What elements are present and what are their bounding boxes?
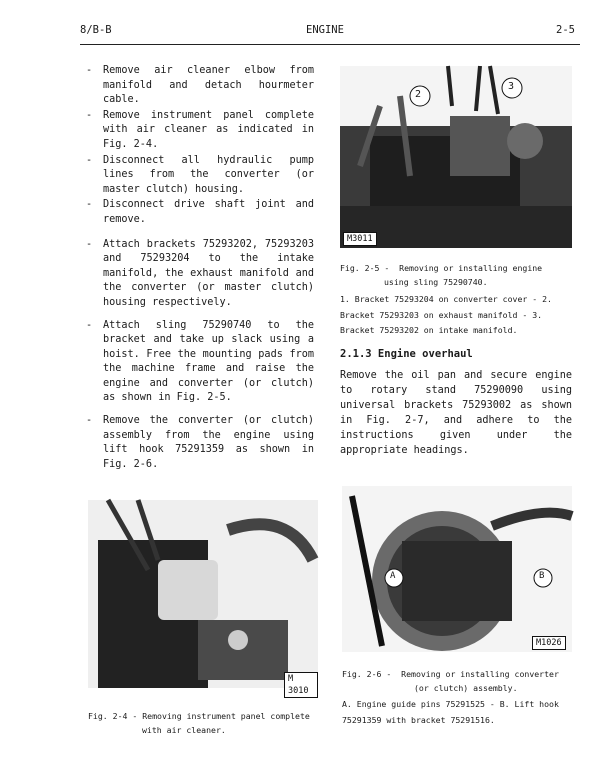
header-rule — [80, 44, 580, 45]
section-heading: 2.1.3 Engine overhaul — [340, 348, 473, 360]
fig-2-4-photo — [88, 500, 318, 696]
caption-legend: Bracket 75293203 on exhaust manifold - 3. — [340, 309, 543, 320]
engine-sling-illustration — [340, 66, 572, 248]
instruction-item: - Disconnect drive shaft joint and remove. — [86, 198, 314, 227]
caption-title: Fig. 2-6 - Removing or installing converter — [342, 669, 559, 679]
fig-2-6-photo — [342, 486, 572, 652]
caption-legend: 1. Bracket 75293204 on converter cover - 2. — [340, 294, 552, 304]
fig-2-6-tag: M1026 — [532, 636, 566, 650]
caption-legend: 75291359 with bracket 75291516. — [342, 714, 495, 725]
converter-assembly-illustration — [342, 486, 572, 652]
caption-title: Fig. 2-5 - Removing or installing engine — [340, 263, 543, 273]
fig-2-6-caption — [342, 668, 582, 727]
caption-title-cont: (or clutch) assembly. — [414, 682, 518, 693]
instruction-item: - Remove the converter (or clutch) assembly from the engine using lift hook 75291359 as shown in Fig. 2-6. — [86, 414, 314, 472]
caption-title-cont: with air cleaner. — [142, 724, 226, 735]
section-body: Remove the oil pan and secure engine to rotary stand 75290090 using universal brackets 75293002 as shown in Fig. 2-7, and adhere to the instructions given under the appropriate headings. — [340, 370, 572, 456]
callout-a: A — [390, 571, 396, 581]
callout-b: B — [539, 571, 545, 581]
fig-2-4-tag: M 3010 — [284, 672, 318, 698]
callout-3: 3 — [508, 81, 515, 92]
instruction-item: - Remove air cleaner elbow from manifold and detach hourmeter cable. — [86, 64, 314, 108]
instruction-item: - Remove instrument panel complete with air cleaner as indicated in Fig. 2-4. — [86, 109, 314, 153]
instruction-item: - Attach sling 75290740 to the bracket and take up slack using a hoist. Free the mounting pads from the machine frame and raise the engine and converter (or clutch) as shown in Fig. 2-5. — [86, 319, 314, 407]
caption-title: Fig. 2-4 - Removing instrument panel complete — [88, 711, 310, 721]
instruction-item: - Disconnect all hydraulic pump lines from the converter (or master clutch) housing. — [86, 154, 314, 198]
instruction-item: - Attach brackets 75293202, 75293203 and 75293204 to the intake manifold, the exhaust manifold and the converter (or master clutch) housing respectively. — [86, 238, 314, 311]
caption-legend: A. Engine guide pins 75291525 - B. Lift hook — [342, 699, 559, 709]
fig-2-5-caption — [340, 262, 572, 338]
instrument-panel-illustration — [88, 500, 318, 688]
caption-title-cont: using sling 75290740. — [384, 276, 488, 287]
header-manual-code: 8/B-B — [80, 24, 112, 36]
fig-2-5-photo — [340, 66, 572, 248]
header-page-number: 2-5 — [556, 24, 575, 36]
instruction-list — [86, 64, 314, 473]
fig-2-5-tag: M3011 — [343, 232, 377, 246]
fig-2-4-caption — [88, 710, 318, 737]
callout-2: 2 — [415, 89, 422, 100]
header-chapter-title: ENGINE — [306, 24, 344, 36]
caption-legend: Bracket 75293202 on intake manifold. — [340, 325, 518, 335]
